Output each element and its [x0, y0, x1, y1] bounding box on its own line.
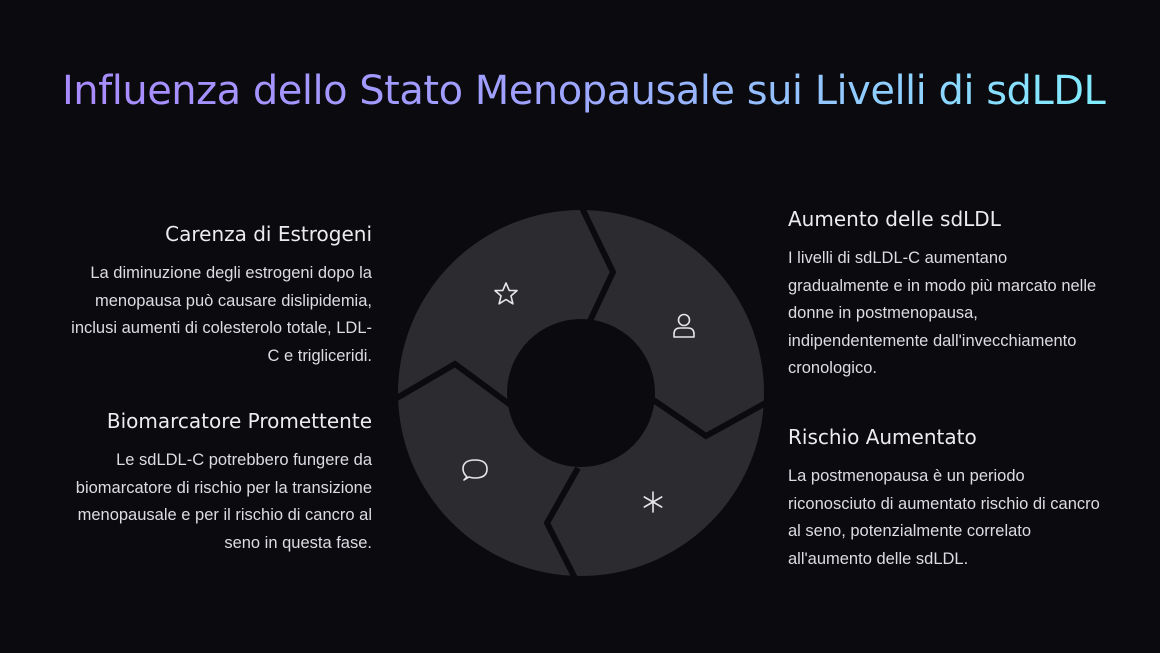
increased-risk-text: La postmenopausa è un periodo riconosciuto di aumentato rischio di cancro al seno, potenzialmente correlato all'aumento delle sdLDL. [788, 467, 1100, 568]
estrogen-deficiency-text: La diminuzione degli estrogeni dopo la menopausa può causare dislipidemia, inclusi aumenti di colesterolo totale, LDL-C e trigliceridi. [71, 264, 372, 365]
estrogen-deficiency-block [60, 222, 372, 370]
sdldl-increase-block [788, 207, 1108, 383]
sdldl-increase-heading: Aumento delle sdLDL [788, 207, 1001, 231]
estrogen-deficiency-heading: Carenza di Estrogeni [165, 222, 372, 246]
page-title: Influenza dello Stato Menopausale sui Livelli di sdLDL [62, 62, 1122, 120]
sdldl-increase-text: I livelli di sdLDL-C aumentano gradualmente e in modo più marcato nelle donne in postmenopausa, indipendentemente dall'invecchiamento cronologico. [788, 249, 1097, 377]
increased-risk-heading: Rischio Aumentato [788, 425, 977, 449]
promising-biomarker-heading: Biomarcatore Promettente [106, 409, 372, 433]
cycle-diagram [390, 208, 780, 598]
promising-biomarker-block [60, 409, 372, 557]
promising-biomarker-text: Le sdLDL-C potrebbero fungere da biomarcatore di rischio per la transizione menopausale e per il rischio di cancro al seno in questa fase. [75, 451, 372, 552]
increased-risk-block [788, 425, 1108, 573]
cycle-ring [398, 210, 764, 576]
